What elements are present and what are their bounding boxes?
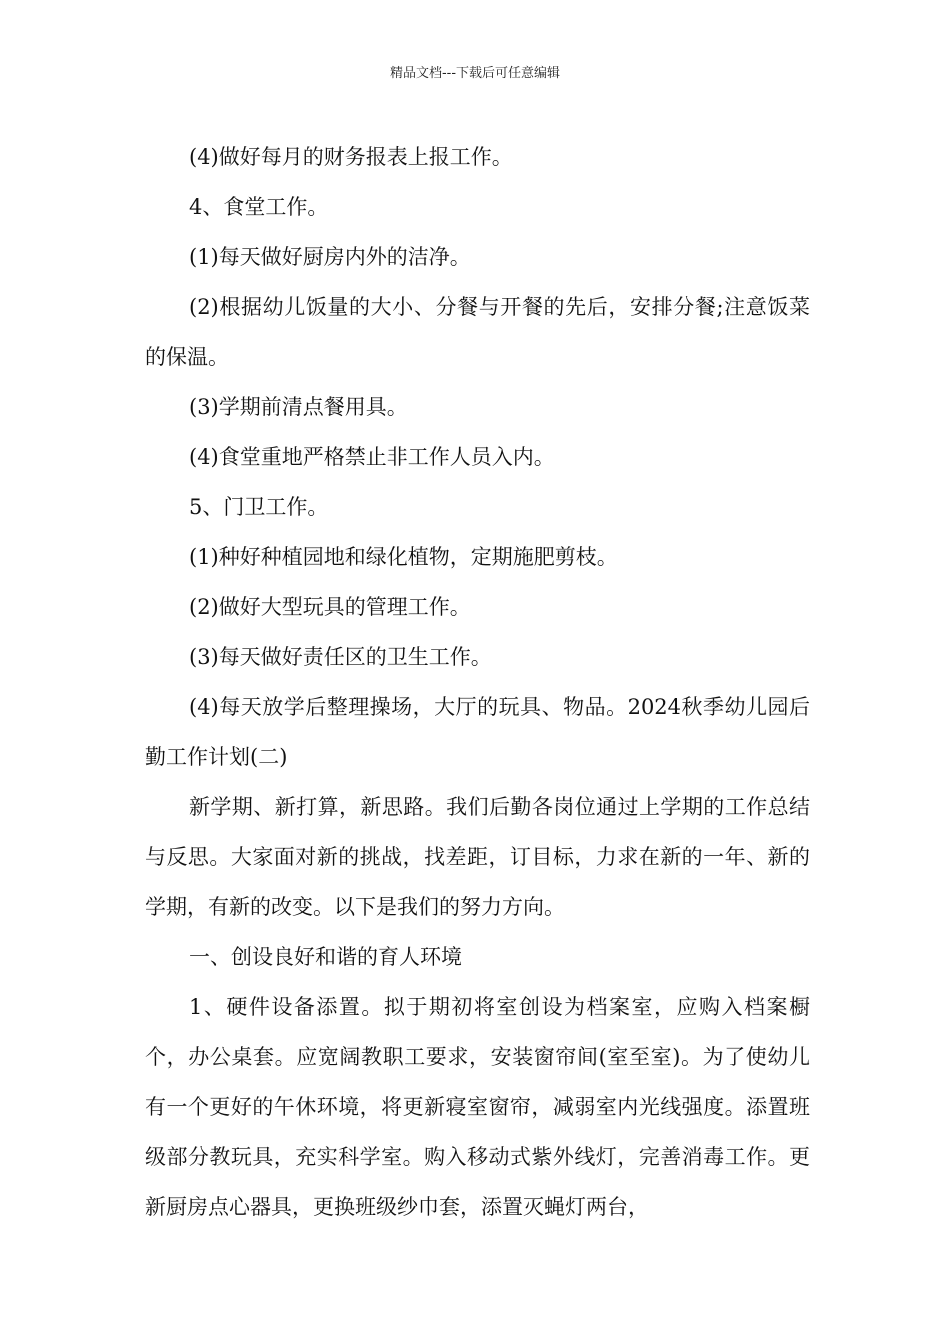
paragraph: (2)根据幼儿饭量的大小、分餐与开餐的先后，安排分餐;注意饭菜的保温。 — [145, 295, 810, 369]
paragraph: (4)做好每月的财务报表上报工作。 — [189, 145, 513, 169]
paragraph: 4、食堂工作。 — [189, 195, 329, 219]
paragraph: (3)每天做好责任区的卫生工作。 — [189, 645, 492, 669]
paragraph: (4)食堂重地严格禁止非工作人员入内。 — [189, 445, 555, 469]
paragraph: 5、门卫工作。 — [189, 495, 329, 519]
paragraph: 1、硬件设备添置。拟于期初将室创设为档案室，应购入档案橱个，办公桌套。应宽阔教职工要求，安装窗帘间(室至室)。为了使幼儿有一个更好的午休环境，将更新寝室窗帘，减弱室内光线强度。添置班级部分教玩具，充实科学室。购入移动式紫外线灯，完善消毒工作。更新厨房点心器具，更换班级纱巾套，添置灭蝇灯两台， — [145, 995, 810, 1219]
paragraph: (2)做好大型玩具的管理工作。 — [189, 595, 471, 619]
page-header: 精品文档---下载后可任意编辑 — [389, 66, 561, 81]
section-heading: 一、创设良好和谐的育人环境 — [189, 945, 462, 969]
paragraph: 新学期、新打算，新思路。我们后勤各岗位通过上学期的工作总结与反思。大家面对新的挑战，找差距，订目标，力求在新的一年、新的学期，有新的改变。以下是我们的努力方向。 — [145, 795, 810, 919]
paragraph: (1)种好种植园地和绿化植物，定期施肥剪枝。 — [189, 545, 618, 569]
document-body — [145, 132, 810, 1232]
paragraph: (4)每天放学后整理操场，大厅的玩具、物品。2024秋季幼儿园后勤工作计划(二) — [145, 695, 810, 769]
paragraph: (1)每天做好厨房内外的洁净。 — [189, 245, 471, 269]
paragraph: (3)学期前清点餐用具。 — [189, 395, 408, 419]
